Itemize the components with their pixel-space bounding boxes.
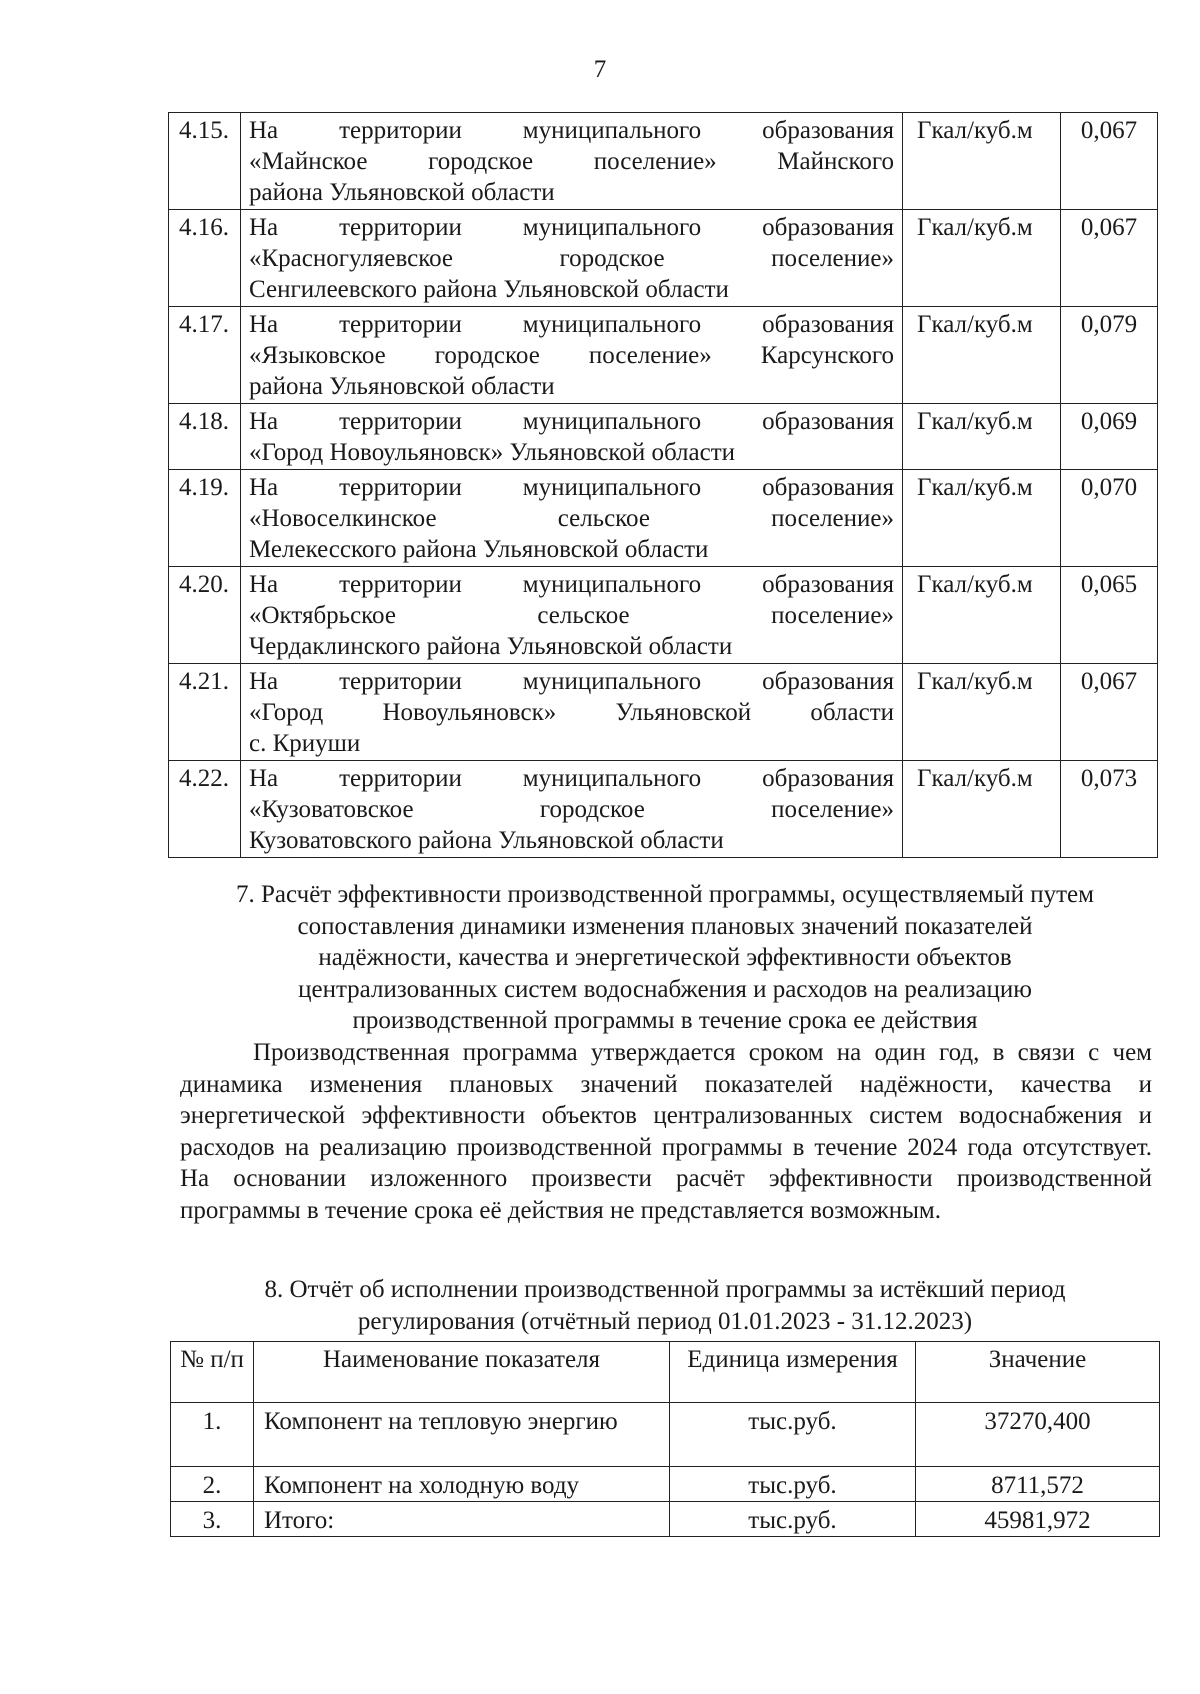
description-line: На территории муниципального образования [249, 408, 894, 435]
row-description [241, 470, 903, 567]
row-unit: Гкал/куб.м [903, 567, 1061, 664]
description-line: Сенгилеевского района Ульяновской области [249, 276, 729, 303]
row-value: 45981,972 [916, 1502, 1160, 1537]
row-unit: Гкал/куб.м [903, 113, 1061, 210]
section-8-title [200, 1274, 1130, 1337]
row-name: Итого: [254, 1502, 670, 1537]
description-line: «Майнское городское поселение» Майнского [249, 148, 894, 175]
description-line: «Город Новоульяновск» Ульяновской области [249, 699, 894, 726]
section-7-title-line: надёжности, качества и энергетической эффективности объектов [318, 944, 1012, 971]
table-row [171, 1467, 1160, 1502]
section-7-title [180, 879, 1150, 1037]
row-value: 0,069 [1061, 404, 1158, 470]
row-number: 4.18. [169, 404, 241, 470]
section-7-title-line: централизованных систем водоснабжения и расходов на реализацию [298, 975, 1032, 1003]
section-7-title-line: производственной программы в течение срока ее действия [352, 1007, 978, 1034]
table-row [169, 470, 1158, 567]
row-description [241, 307, 903, 404]
page-number: 7 [593, 56, 607, 83]
row-description [241, 210, 903, 307]
row-unit: Гкал/куб.м [903, 761, 1061, 858]
row-value: 0,073 [1061, 761, 1158, 858]
description-line: Мелекесского района Ульяновской области [249, 536, 709, 563]
row-unit: Гкал/куб.м [903, 470, 1061, 567]
header-num: № п/п [171, 1342, 254, 1403]
row-unit: Гкал/куб.м [903, 404, 1061, 470]
description-line: На территории муниципального образования [249, 214, 894, 241]
table-row [169, 761, 1158, 858]
description-line: Чердаклинского района Ульяновской области [249, 633, 733, 660]
description-line: района Ульяновской области [249, 373, 555, 400]
row-description [241, 664, 903, 761]
description-line: с. Криуши [249, 730, 361, 757]
description-line: На территории муниципального образования [249, 668, 894, 695]
row-number: 4.19. [169, 470, 241, 567]
indicators-table-continued [168, 112, 1158, 858]
description-line: На территории муниципального образования [249, 474, 894, 501]
section-8-title-line: регулирования (отчётный период 01.01.2023 - 31.12.2023) [357, 1307, 973, 1335]
description-line: Кузоватовского района Ульяновской области [249, 827, 724, 854]
description-line: На территории муниципального образования [249, 117, 894, 144]
row-value: 0,065 [1061, 567, 1158, 664]
program-execution-report-table [170, 1341, 1160, 1537]
row-value: 0,070 [1061, 470, 1158, 567]
row-number: 4.17. [169, 307, 241, 404]
table-row [169, 404, 1158, 470]
row-value: 37270,400 [916, 1403, 1160, 1467]
row-unit: Гкал/куб.м [903, 307, 1061, 404]
row-value: 0,067 [1061, 113, 1158, 210]
table-row [169, 664, 1158, 761]
row-value: 8711,572 [916, 1467, 1160, 1502]
description-line: района Ульяновской области [249, 179, 555, 206]
section-7-title-line: сопоставления динамики изменения плановых значений показателей [297, 912, 1033, 940]
description-line: «Октябрьское сельское поселение» [249, 602, 894, 629]
table-row [171, 1502, 1160, 1537]
description-line: «Город Новоульяновск» Ульяновской области [249, 439, 736, 466]
description-line: «Языковское городское поселение» Карсунского [249, 342, 894, 369]
header-unit: Единица измерения [670, 1342, 916, 1403]
description-line: На территории муниципального образования [249, 571, 894, 598]
header-value: Значение [916, 1342, 1160, 1403]
section-7-title-line: 7. Расчёт эффективности производственной программы, осуществляемый путем [236, 881, 1094, 908]
row-num: 2. [171, 1467, 254, 1502]
table-row [171, 1403, 1160, 1467]
row-unit: тыс.руб. [670, 1467, 916, 1502]
row-description [241, 761, 903, 858]
description-line: «Красногуляевское городское поселение» [249, 245, 894, 272]
row-name: Компонент на холодную воду [254, 1467, 670, 1502]
row-value: 0,067 [1061, 210, 1158, 307]
row-name [254, 1403, 670, 1467]
row-unit: Гкал/куб.м [903, 664, 1061, 761]
row-value: 0,079 [1061, 307, 1158, 404]
description-line: На территории муниципального образования [249, 765, 894, 792]
table-row [169, 210, 1158, 307]
description-line: «Кузоватовское городское поселение» [249, 796, 894, 823]
row-number: 4.20. [169, 567, 241, 664]
table-row [169, 567, 1158, 664]
row-number: 4.16. [169, 210, 241, 307]
table-row [169, 113, 1158, 210]
row-unit: тыс.руб. [670, 1403, 916, 1467]
row-num: 1. [171, 1403, 254, 1467]
row-number: 4.21. [169, 664, 241, 761]
table-header-row [171, 1342, 1160, 1403]
description-line: «Новоселкинское сельское поселение» [249, 505, 894, 532]
table-row [169, 307, 1158, 404]
row-name-text: Компонент на тепловую энергию [264, 1408, 618, 1435]
section-8-title-line: 8. Отчёт об исполнении производственной программы за истёкший период [264, 1276, 1066, 1303]
row-num: 3. [171, 1502, 254, 1537]
row-number: 4.15. [169, 113, 241, 210]
row-description [241, 113, 903, 210]
row-unit: тыс.руб. [670, 1502, 916, 1537]
description-line: На территории муниципального образования [249, 311, 894, 338]
row-description [241, 404, 903, 470]
row-description [241, 567, 903, 664]
row-value: 0,067 [1061, 664, 1158, 761]
row-number: 4.22. [169, 761, 241, 858]
header-name: Наименование показателя [254, 1342, 670, 1403]
section-7-paragraph: Производственная программа утверждается сроком на один год, в связи с чем динамика изменения плановых значений показателей надёжности, качества и энергетической эффективности объектов централизованных систем водоснабжения и расходов на реализацию производственной программы в течение 2024 года отсутствует. На основании изложенного произвести расчёт эффективности производственной программы в течение срока её действия не представляется возможным. [180, 1039, 1152, 1224]
row-unit: Гкал/куб.м [903, 210, 1061, 307]
